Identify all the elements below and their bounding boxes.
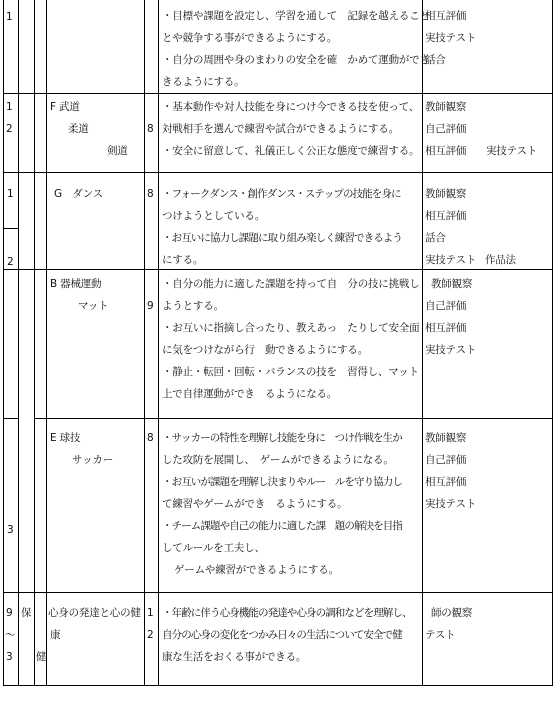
activity-sub: 康 [50, 629, 61, 641]
goal-line: ・サッカーの特性を理解し技能を身に つけ作戦を生か [162, 432, 402, 444]
goal-line: ・自分の周囲や身のまわりの安全を確 かめて運動ができ [162, 54, 430, 66]
evaluation-item: 相互評価 [425, 322, 467, 334]
hours-cell: 8 [147, 188, 154, 200]
category-cell: 保 [21, 607, 32, 619]
evaluation-item: 話合 [425, 54, 446, 66]
activity-sub: 剣道 [107, 145, 128, 157]
goal-line: ・安全に留意して、礼儀正しく公正な態度で練習する。 [162, 145, 420, 157]
activity-title: B 器械運動 [50, 278, 102, 290]
evaluation-item: 相互評価 [425, 210, 467, 222]
goal-line: ・自分の能力に適した課題を持って自 分の技に挑戦し [162, 278, 420, 290]
goal-line: ・お互いが課題を理解し決まりやルー ルを守り協力し [162, 476, 402, 488]
evaluation-item: 実技テスト [425, 32, 477, 44]
goal-line: ・お互いに指摘し合ったり、教えあっ たりして安全面 [162, 322, 420, 334]
evaluation-item: 作品法 [485, 254, 516, 266]
goal-line: した攻防を展開し、 ゲームができるようになる。 [162, 454, 394, 466]
activity-title: F 武道 [50, 101, 80, 113]
activity-title: G ダンス [54, 188, 103, 200]
goal-line: つけようとしている。 [162, 210, 265, 222]
term-cell: ～ [5, 629, 16, 641]
hours-cell: 1 [147, 607, 154, 619]
goal-line: ・年齢に伴う心身機能の発達や心身の調和などを理解し、 [162, 607, 412, 619]
goal-line: ・静止・転回・回転・バランスの技を 習得し、マット [162, 366, 419, 378]
term-cell: 2 [7, 256, 14, 268]
row-divider [3, 228, 19, 229]
term-cell: 1 [6, 101, 13, 113]
goal-line: ・お互いに協力し課題に取り組み楽しく練習できるよう [162, 232, 402, 244]
grid-line [422, 0, 423, 686]
category-cell: 健 [36, 651, 47, 663]
goal-line: ・チーム課題や自己の能力に適した課 題の解決を目指 [162, 520, 402, 532]
goal-line: とや競争する事ができるようにする。 [162, 32, 338, 44]
evaluation-item: 実技テスト [425, 498, 477, 510]
row-divider [34, 418, 553, 419]
grid-line [34, 0, 35, 686]
term-cell: 1 [6, 11, 13, 23]
activity-sub: サッカー [72, 454, 113, 466]
evaluation-item: 実技テスト [425, 254, 477, 266]
evaluation-item: 自己評価 [425, 123, 467, 135]
hours-cell: 8 [147, 123, 154, 135]
row-divider [3, 418, 19, 419]
evaluation-item: 話合 [425, 232, 446, 244]
term-cell: 1 [7, 188, 14, 200]
evaluation-item: 師の観察 [431, 607, 473, 619]
evaluation-item: 相互評価 [425, 476, 467, 488]
goal-line: 自分の心身の変化をつかみ日々の生活について安全で健 [162, 629, 402, 641]
grid-line [144, 0, 145, 686]
grid-line [46, 0, 47, 686]
evaluation-item: 相互評価 [425, 145, 467, 157]
goal-line: 上で自律運動ができ るようになる。 [162, 388, 338, 400]
evaluation-item: 実技テスト [425, 344, 477, 356]
hours-cell: 8 [147, 432, 154, 444]
hours-cell: 9 [147, 300, 154, 312]
evaluation-item: 教師観察 [431, 278, 473, 290]
grid-line [552, 0, 553, 686]
row-divider [3, 172, 553, 173]
hours-cell: 2 [147, 629, 154, 641]
activity-sub: マット [78, 300, 109, 312]
activity-title: E 球技 [50, 432, 81, 444]
evaluation-item: 自己評価 [425, 300, 467, 312]
evaluation-item: 教師観察 [425, 101, 467, 113]
goal-line: ・フォークダンス・創作ダンス・ステップの技能を身に [162, 188, 401, 200]
goal-line: に気をつけながら行 動できるようにする。 [162, 344, 368, 356]
goal-line: ・目標や課題を設定し、学習を通して 記録を越えること [162, 10, 430, 22]
goal-line: て練習やゲームができ るようにする。 [162, 498, 348, 510]
grid-line [158, 0, 159, 686]
term-cell: 2 [6, 123, 13, 135]
goal-line: ・基本動作や対人技能を身につけ今できる技を使って、 [162, 101, 420, 113]
term-cell: 3 [7, 524, 14, 536]
evaluation-item: 実技テスト [486, 145, 538, 157]
evaluation-item: 自己評価 [425, 454, 467, 466]
goal-line: きるようにする。 [162, 76, 245, 88]
evaluation-item: 教師観察 [425, 188, 467, 200]
evaluation-item: 教師観察 [425, 432, 467, 444]
grid-line [18, 0, 19, 686]
goal-line: 対戦相手を選んで練習や試合ができるようにする。 [162, 123, 399, 135]
activity-title: 心身の発達と心の健 [48, 607, 141, 619]
goal-line: にする。 [162, 254, 204, 266]
evaluation-item: 相互評価 [425, 10, 467, 22]
row-divider [3, 685, 553, 686]
goal-line: 康な生活をおくる事ができる。 [162, 651, 307, 663]
term-cell: 9 [6, 607, 13, 619]
evaluation-item: テスト [425, 629, 456, 641]
goal-line: してルールを工夫し、 [162, 542, 265, 554]
row-divider [3, 592, 553, 593]
goal-line: ようとする。 [162, 300, 224, 312]
goal-line: ゲームや練習ができるようにする。 [174, 564, 339, 576]
term-cell: 3 [6, 651, 13, 663]
row-divider [3, 93, 553, 94]
activity-sub: 柔道 [68, 123, 89, 135]
grid-line [3, 0, 4, 686]
